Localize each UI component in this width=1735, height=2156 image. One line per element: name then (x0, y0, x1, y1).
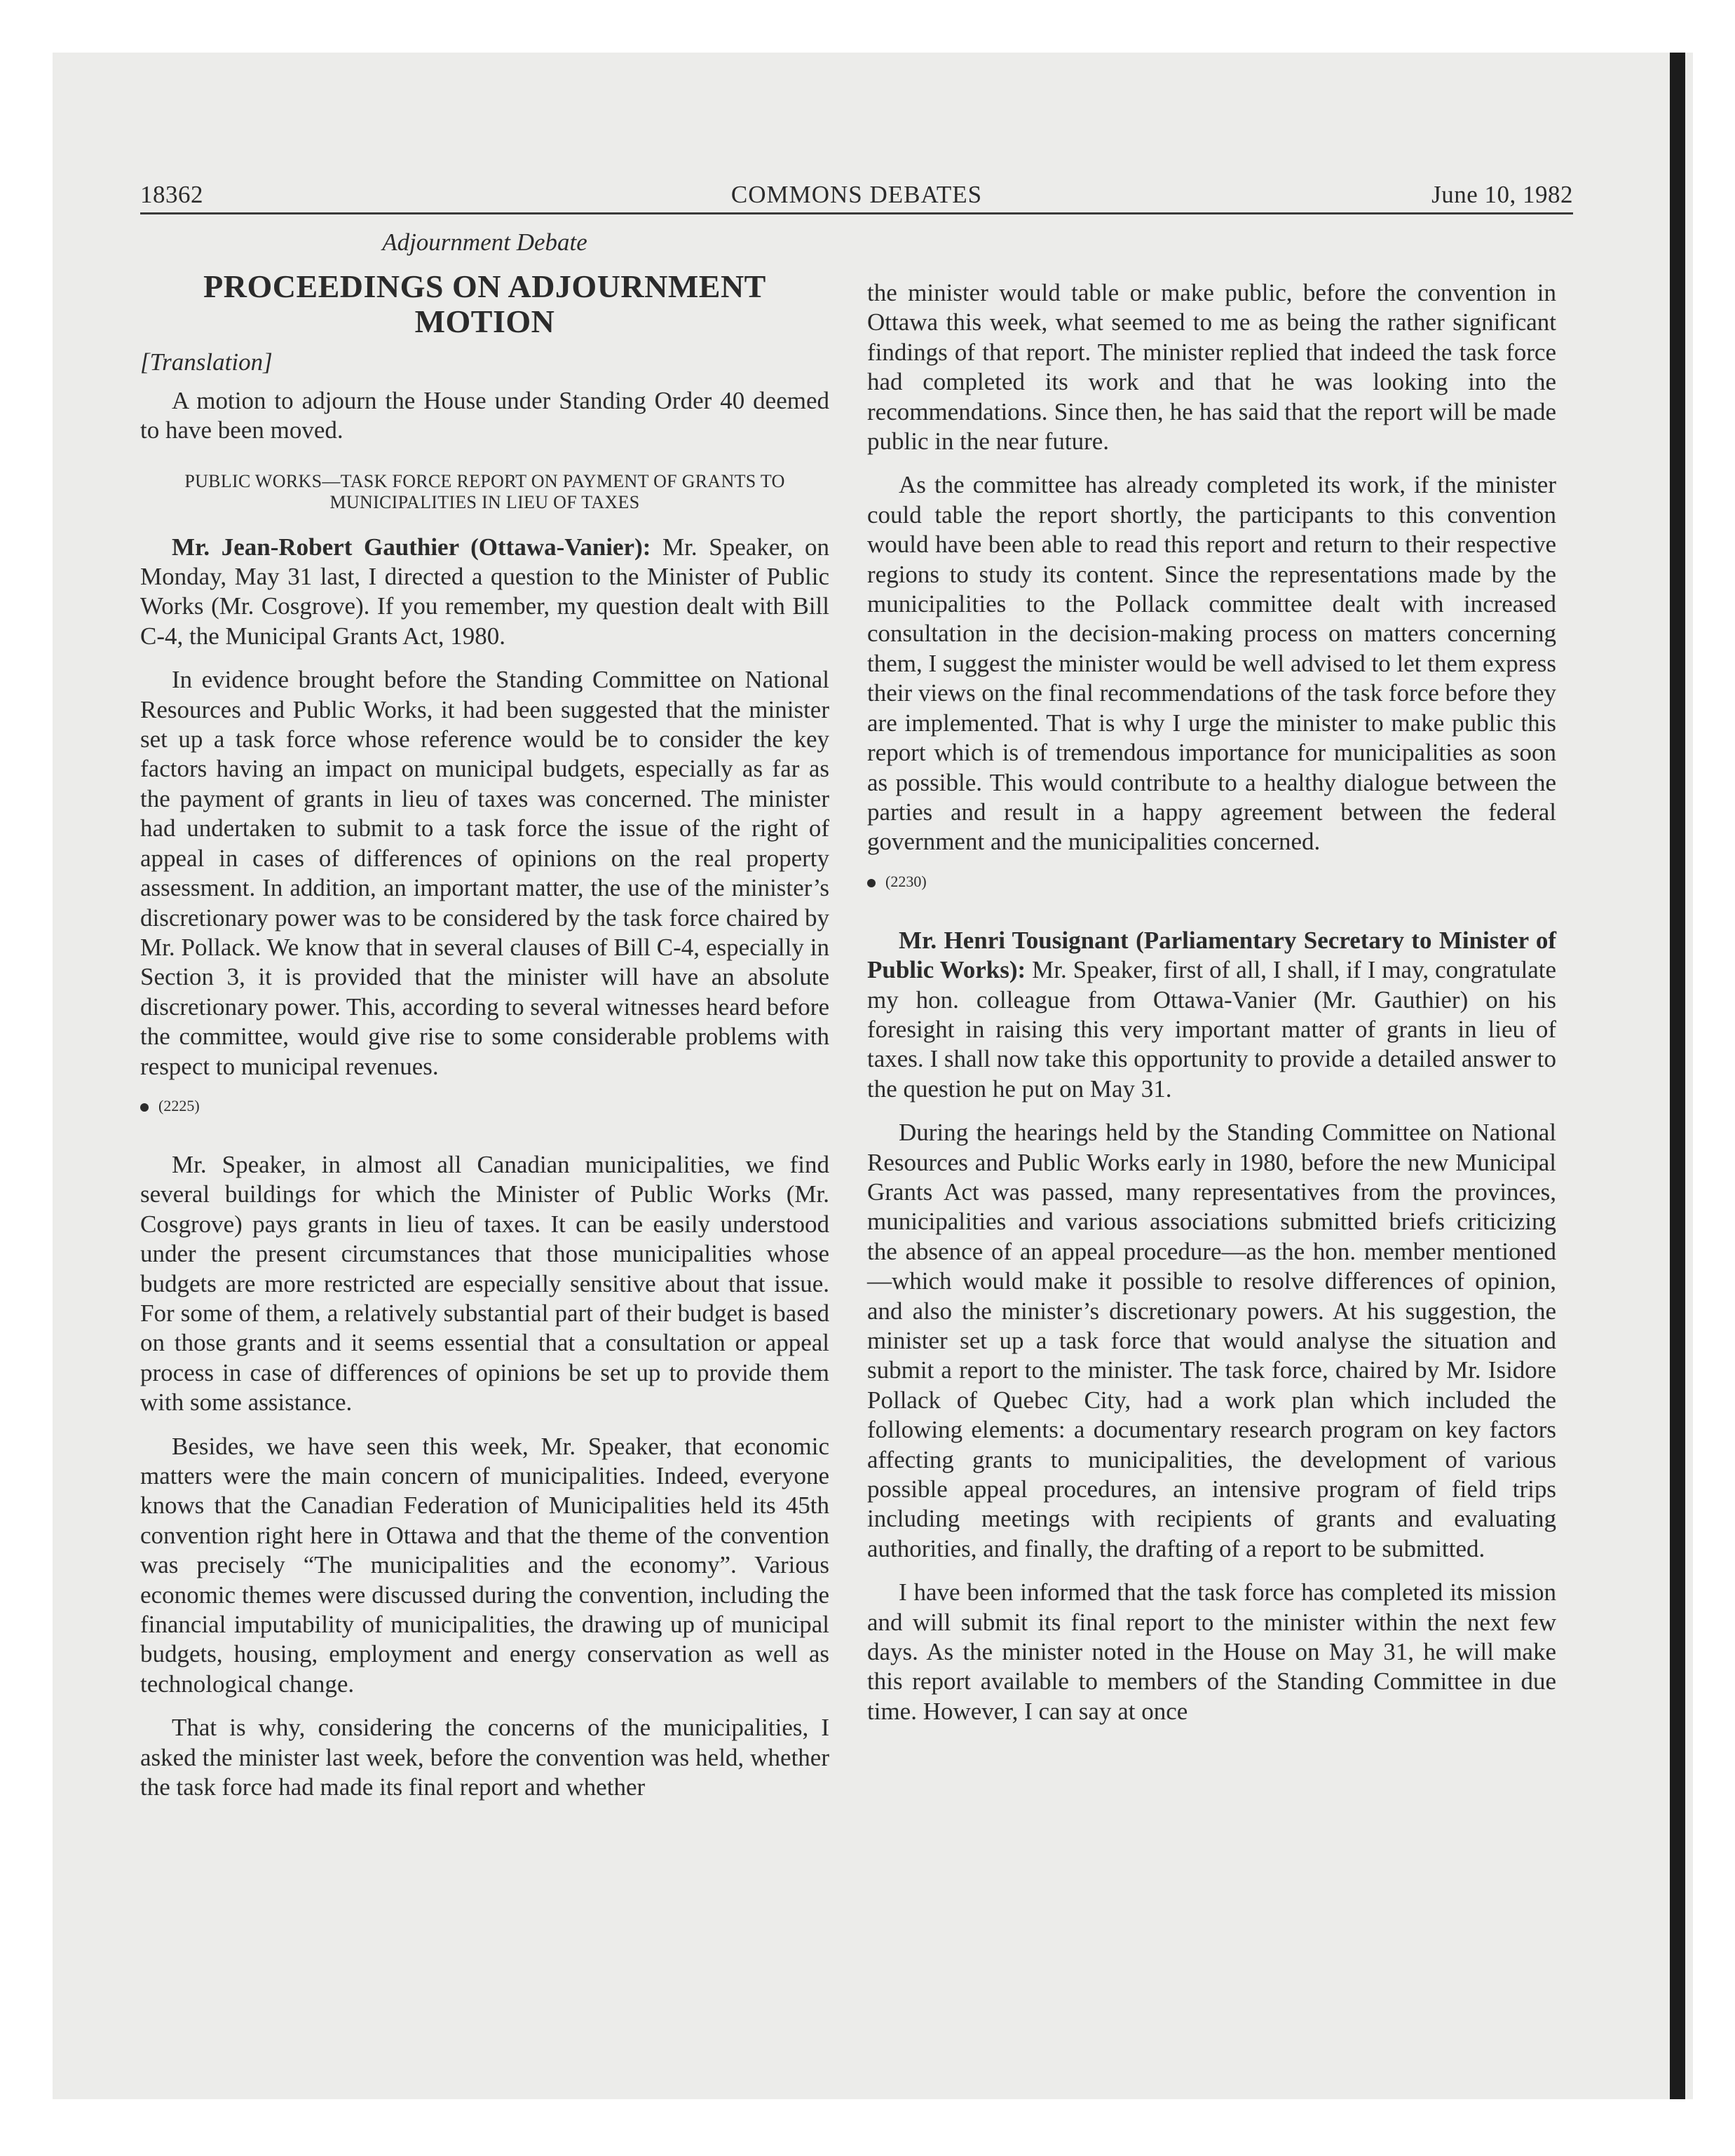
timestamp-text: (2225) (158, 1096, 200, 1114)
paragraph: Mr. Speaker, in almost all Canadian municipalities, we find several buildings for which the Minister of Public Works (Mr. Cosgrove) pays grants in lieu of taxes. It can be easily understood under the present circumstances that those municipalities whose budgets are more restricted are especially sensitive about that issue. For some of them, a relatively substantial part of their budget is based on those grants and it seems essential that a consultation or appeal process in case of differences of opinions be set up to provide them with some assistance. (140, 1150, 829, 1417)
speaker-name: Mr. Jean-Robert Gauthier (Ottawa-Vanier): (172, 533, 651, 561)
bullet-icon (867, 879, 876, 887)
left-column (140, 228, 829, 1816)
debate-subheading: PUBLIC WORKS—TASK FORCE REPORT ON PAYMENT OF GRANTS TO MUNICIPALITIES IN LIEU OF TAXES (184, 470, 785, 512)
running-header (140, 181, 1573, 216)
bullet-icon (140, 1103, 149, 1112)
paragraph: During the hearings held by the Standing Committee on National Resources and Public Works early in 1980, before the new Municipal Grants Act was passed, many representatives from the provinces, municipalities and various associations submitted briefs criticizing the absence of an appeal procedure—as the hon. member mentioned—which would make it possible to resolve differences of opinion, and also the minister’s discretionary powers. At his suggestion, the minister set up a task force that would analyse the situation and submit a report to the minister. The task force, chaired by Mr. Isidore Pollack of Quebec City, had a work plan which included the following elements: a documentary research program on key factors affecting grants to municipalities, the development of various possible appeal procedures, an intensive program of field trips including meetings with recipients of grants and evaluating authorities, and finally, the drafting of a report to be submitted. (867, 1119, 1556, 1562)
paragraph: In evidence brought before the Standing Committee on National Resources and Public Works, it had been suggested that the minister set up a task force whose reference would be to consider the key factors having an impact on municipal budgets, especially as far as the payment of grants in lieu of taxes was concerned. The minister had undertaken to submit to a task force the issue of the right of appeal in cases of differences of opinions on the real property assessment. In addition, an important matter, the use of the minister’s discretionary power was to be considered by the task force chaired by Mr. Pollack. We know that in several clauses of Bill C-4, especially in Section 3, it is provided that the minister will have an absolute discretionary power. This, according to several witnesses heard before the committee, would give rise to some considerable problems with respect to municipal revenues. (140, 666, 829, 1080)
paragraph: the minister would table or make public, before the convention in Ottawa this week, what seemed to me as being the rather significant findings of that report. The minister replied that indeed the task force had completed its work and that he was looking into the recommendations. Since then, he has said that the report will be made public in the near future. (867, 279, 1556, 456)
translation-note: [Translation] (140, 348, 273, 376)
paragraph (867, 926, 1556, 1104)
paragraph: As the committee has already completed its work, if the minister could table the report shortly, the participants to this convention would have been able to read this report and return to their respective regions to study its content. Since the representations made by the municipalities to the Pollack committee dealt with increased consultation in the decision-making process on matters concerning them, I suggest the minister would be well advised to let them express their views on the final recommendations of the task force before they are implemented. That is why I urge the minister to make public this report which is of tremendous importance for municipalities as soon as possible. This would contribute to a healthy dialogue between the parties and result in a happy agreement between the federal government and the municipalities concerned. (867, 471, 1556, 856)
publication-title: COMMONS DEBATES (730, 181, 983, 208)
publication-date: June 10, 1982 (1431, 181, 1573, 208)
paragraph: I have been informed that the task force has completed its mission and will submit its final report to the minister within the next few days. As the minister noted in the House on May 31, he will make this report available to members of the Standing Committee in due time. However, I can say at once (867, 1578, 1556, 1725)
section-kicker: Adjournment Debate (382, 228, 587, 256)
speaker-name: Mr. Henri Tousignant (Parliamentary Secretary to Minister of Public Works): (867, 926, 1556, 984)
paragraph: Besides, we have seen this week, Mr. Speaker, that economic matters were the main concern of municipalities. Indeed, everyone knows that the Canadian Federation of Municipalities held its 45th convention right here in Ottawa and that the theme of the convention was precisely “The municipalities and the economy”. Various economic themes were discussed during the convention, including the financial imputability of municipalities, the drawing up of municipal budgets, housing, employment and energy conservation as well as technological change. (140, 1432, 829, 1698)
page-number: 18362 (140, 181, 203, 208)
section-title: PROCEEDINGS ON ADJOURNMENT MOTION (203, 268, 766, 340)
timestamp-text: (2230) (885, 872, 927, 890)
paragraph-text: Mr. Speaker, first of all, I shall, if I may, congratulate my hon. colleague from Ottawa-Vanier (Mr. Gauthier) on his foresight in raising this very important matter of grants in lieu of taxes. I shall now take this opportunity to provide a detailed answer to the question he put on May 31. (867, 956, 1557, 1103)
right-column (867, 278, 1556, 1740)
paragraph: That is why, considering the concerns of the municipalities, I asked the minister last week, before the convention was held, whether the task force had made its final report and whether (140, 1714, 829, 1801)
paragraph (140, 533, 829, 652)
header-rule (140, 212, 1573, 214)
motion-paragraph: A motion to adjourn the House under Standing Order 40 deemed to have been moved. (140, 386, 829, 444)
timestamp-marker (867, 871, 1556, 892)
page-edge-shadow (1670, 53, 1685, 2099)
paragraph-text: Mr. Speaker, on Monday, May 31 last, I directed a question to the Minister of Public Works (Mr. Cosgrove). If you remember, my question dealt with Bill C-4, the Municipal Grants Act, 1980. (140, 533, 830, 650)
timestamp-marker (140, 1096, 829, 1117)
